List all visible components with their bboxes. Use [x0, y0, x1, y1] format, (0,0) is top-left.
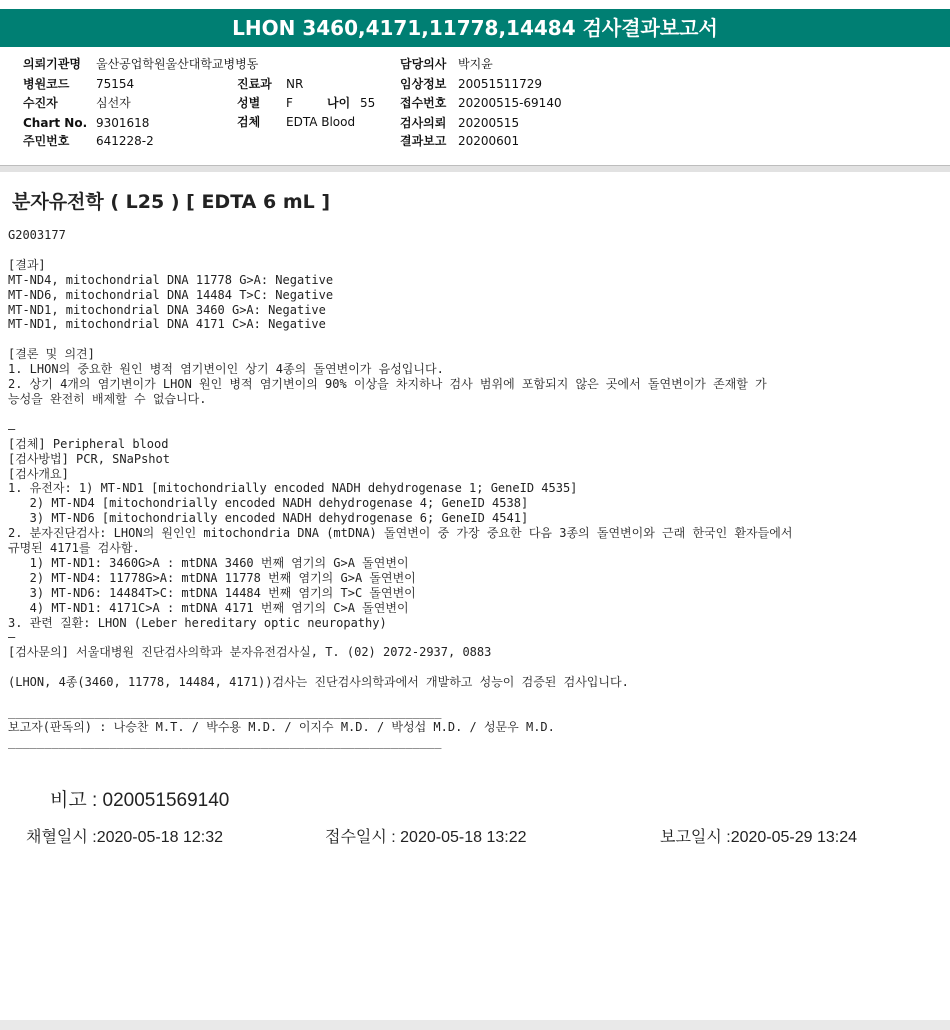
remark: 비고 : 020051569140 — [50, 790, 230, 811]
patient-info-block — [0, 47, 950, 166]
age-label: 나이 — [327, 96, 351, 110]
chart-value: 9301618 — [96, 116, 150, 130]
doctor-label: 담당의사 — [400, 57, 447, 71]
request-value: 20200515 — [458, 116, 520, 130]
hospital-label: 의뢰기관명 — [23, 57, 81, 71]
section-divider — [0, 166, 950, 172]
specimen-label: 검체 — [237, 115, 261, 129]
clinical-value: 20051511729 — [458, 77, 542, 91]
resident-label: 주민번호 — [23, 134, 70, 148]
hospcode-value: 75154 — [96, 77, 135, 91]
specimen-value: EDTA Blood — [286, 115, 356, 129]
patient-value: 심선자 — [96, 96, 131, 110]
request-label: 검사의뢰 — [400, 116, 447, 130]
doctor-value: 박지윤 — [458, 57, 493, 71]
resident-value: 641228-2 — [96, 134, 154, 148]
receipt-value: 20200515-69140 — [458, 96, 562, 110]
hospcode-label: 병원코드 — [23, 77, 70, 91]
report-date-value: 20200601 — [458, 134, 520, 148]
sex-label: 성별 — [237, 96, 261, 110]
age-value: 55 — [360, 96, 376, 110]
dept-value: NR — [286, 77, 304, 91]
clinical-label: 임상정보 — [400, 77, 447, 91]
result-body: G2003177 [결과] MT-ND4, mitochondrial DNA 11778 G>A: Negative MT-ND6, mitochondrial DNA 14484 T>C: Negative MT-ND1, mitochondrial DNA 3460 G>A: Negative MT-ND1, mitochondrial DNA 4171 C>A: Negative [결론 및 의견] 1. LHON의 중요한 원인 병적 염기변이인 상기 4종의 돌연변이가 음성입니다. 2. 상기 4개의 염기변이가 LHON 원인 병적 염기변이의 90% 이상을 차지하나 검사 범위에 포함되지 않은 곳에서 돌연변이가 존재할 가 능성을 완전히 배제할 수 없습니다. — [검체] Peripheral blood [검사방법] PCR, SNaPshot [검사개요] 1. 유전자: 1) MT-ND1 [mitochondrially encoded NADH dehydrogenase 1; GeneID 4535] 2) MT-ND4 [mitochondrially encoded NADH dehydrogenase 4; GeneID 4538] 3) MT-ND6 [mitochondrially encoded NADH dehydrogenase 6; GeneID 4541] 2. 분자진단검사: LHON의 원인인 mitochondria DNA (mtDNA) 돌연변이 중 가장 중요한 다음 3종의 돌연변이와 근래 한국인 환자들에서 규명된 4171를 검사함. 1) MT-ND1: 3460G>A : mtDNA 3460 번째 염기의 G>A 돌연변이 2) MT-ND4: 11778G>A: mtDNA 11778 번째 염기의 G>A 돌연변이 3) MT-ND6: 14484T>C: mtDNA 14484 번째 염기의 T>C 돌연변이 4) MT-ND1: 4171C>A : mtDNA 4171 번째 염기의 C>A 돌연변이 3. 관련 질환: LHON (Leber hereditary optic neuropathy) — [검사문의] 서울대병원 진단검사의학과 분자유전검사실, T. (02) 2072-2937, 0883 (LHON, 4종(3460, 11778, 14484, 4171))검사는 진단검사의학과에서 개발하고 성능이 검증된 검사입니다. ____________________________________________________________ 보고자(판독의) : 나승찬 M.T. / 박수용 M.D. / 이지수 M.D. / 박성섭 M.D. / 성문우 M.D. ____________________________________________________________ — [8, 228, 793, 749]
dept-label: 진료과 — [237, 77, 272, 91]
reported-datetime: 보고일시 :2020-05-29 13:24 — [660, 829, 858, 846]
report-date-label: 결과보고 — [400, 134, 447, 148]
section-title: 분자유전학 ( L25 ) [ EDTA 6 mL ] — [12, 191, 331, 213]
report-title: LHON 3460,4171,11778,14484 검사결과보고서 — [0, 9, 950, 47]
chart-label: Chart No. — [23, 116, 88, 130]
received-datetime: 접수일시 : 2020-05-18 13:22 — [325, 829, 527, 846]
receipt-label: 접수번호 — [400, 96, 447, 110]
patient-label: 수진자 — [23, 96, 58, 110]
bottom-band — [0, 1020, 950, 1030]
sex-value: F — [286, 96, 293, 110]
hospital-value: 울산공업학원울산대학교병병동 — [96, 57, 259, 71]
collection-datetime: 채혈일시 :2020-05-18 12:32 — [26, 829, 224, 846]
